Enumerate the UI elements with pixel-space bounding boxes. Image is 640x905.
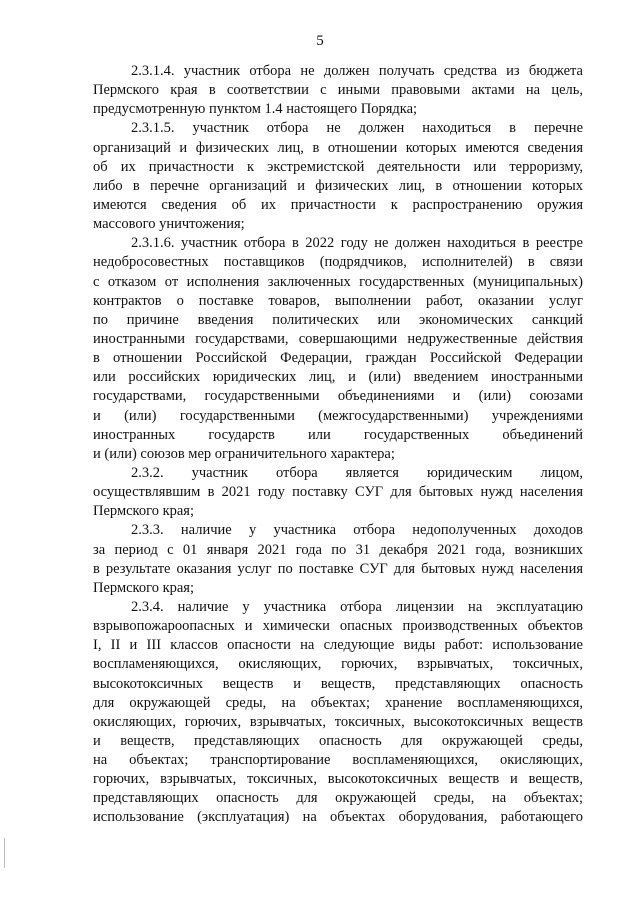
text-line: взрывопожароопасных и химически опасных производственных объектов [93,618,583,635]
text-line: и (или) союзов мер ограничительного характера; [93,445,395,462]
text-line: массового уничтожения; [93,216,245,233]
text-line: за период с 01 января 2021 года по 31 декабря 2021 года, возникших [93,541,583,558]
text-line: либо в перечне организаций и физических лиц, в отношении которых [93,177,583,194]
paragraph [93,62,583,119]
text-line: окисляющих, горючих, взрывчатых, токсичных, высокотоксичных веществ [93,713,583,730]
text-line: воспламеняющихся, окисляющих, горючих, взрывчатых, токсичных, [93,656,583,673]
text-line: с отказом от исполнения заключенных государственных (муниципальных) [93,273,583,290]
text-line: представляющих опасность для окружающей среды, на объектах; [93,790,583,807]
text-line: или российских юридических лиц, и (или) введением иностранными [93,369,583,386]
text-line: государствами, государственными объединениями и (или) союзами [93,388,583,405]
text-line: иностранными государствами, совершающими недружественные действия [93,330,583,347]
document-body [93,62,583,828]
text-line: 2.3.1.6. участник отбора в 2022 году не должен находиться в реестре [131,235,583,252]
text-line: Пермского края в соответствии с иными правовыми актами на цель, [93,82,583,99]
text-line: организаций и физических лиц, в отношении которых имеются сведения [93,139,583,156]
text-line: для окружающей среды, на объектах; хранение воспламеняющихся, [93,694,583,711]
text-line: об их причастности к экстремистской деятельности или терроризму, [93,158,583,175]
paragraph [93,464,583,521]
text-line: предусмотренную пунктом 1.4 настоящего Порядка; [93,101,418,118]
text-line: в отношении Российской Федерации, граждан Российской Федерации [93,350,583,367]
text-line: 2.3.1.4. участник отбора не должен получать средства из бюджета [131,63,583,79]
text-line: использование (эксплуатация) на объектах оборудования, работающего [93,809,583,826]
text-line: 2.3.2. участник отбора является юридическим лицом, [131,464,583,481]
scan-margin-mark [4,838,5,868]
text-line: иностранных государств или государственных объединений [93,426,583,443]
page-number: 5 [316,33,324,49]
paragraph [93,521,583,598]
text-line: по причине введения политических или экономических санкций [93,311,583,328]
paragraph [93,119,583,234]
paragraph [93,598,583,828]
text-line: 2.3.1.5. участник отбора не должен находиться в перечне [131,120,583,137]
text-line: и (или) государственными (межгосударственными) учреждениями [93,407,583,424]
text-line: высокотоксичных веществ и веществ, представляющих опасность [93,675,583,692]
text-line: осуществлявшим в 2021 году поставку СУГ для бытовых нужд населения [93,484,583,501]
text-line: имеются сведения об их причастности к распространению оружия [93,196,583,213]
text-line: в результате оказания услуг по поставке СУГ для бытовых нужд населения [93,560,583,577]
text-line: на объектах; транспортирование воспламеняющихся, окисляющих, [93,752,583,769]
text-line: I, II и III классов опасности на следующие виды работ: использование [93,637,583,654]
text-line: Пермского края; [93,579,194,596]
text-line: контрактов о поставке товаров, выполнении работ, оказании услуг [93,292,583,309]
text-line: Пермского края; [93,503,194,520]
text-line: и веществ, представляющих опасность для окружающей среды, [93,732,583,749]
text-line: недобросовестных поставщиков (подрядчиков, исполнителей) в связи [93,254,583,271]
paragraph [93,234,583,464]
text-line: 2.3.3. наличие у участника отбора недополученных доходов [131,522,583,539]
text-line: 2.3.4. наличие у участника отбора лицензии на эксплуатацию [131,598,583,615]
text-line: горючих, взрывчатых, токсичных, высокотоксичных веществ и веществ, [93,771,583,788]
